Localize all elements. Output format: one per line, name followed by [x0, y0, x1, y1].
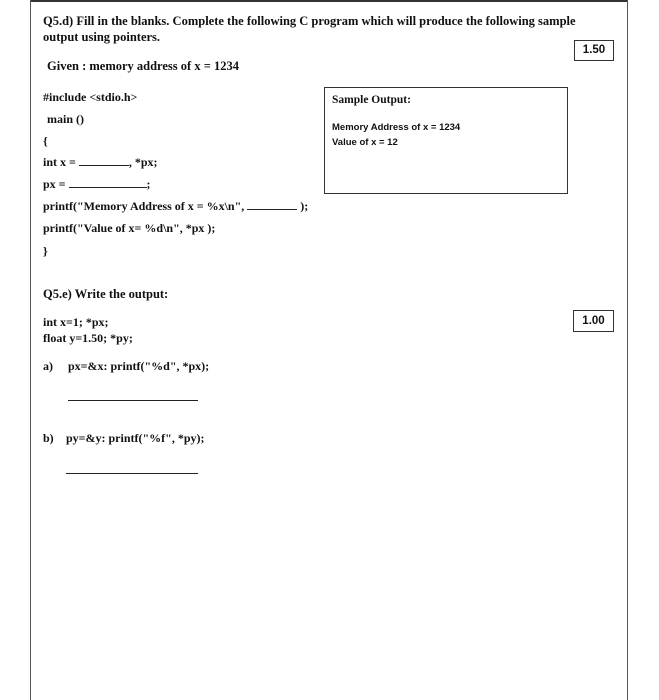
q5d-mark-box: 1.50 — [574, 40, 614, 61]
code-printf1-prefix: printf("Memory Address of x = %x\n", — [43, 199, 245, 213]
q5e-part-b-label: b) — [43, 431, 54, 445]
blank-int-value[interactable] — [79, 164, 129, 166]
code-int-suffix: , *px; — [128, 155, 158, 169]
sample-output-box — [324, 87, 568, 194]
code-int-line — [43, 155, 158, 170]
q5e-part-b-answer-line[interactable] — [66, 473, 198, 474]
blank-printf-arg[interactable] — [247, 208, 297, 210]
code-printf2: printf("Value of x= %d\n", *px ); — [43, 221, 216, 235]
q5e-decl2: float y=1.50; *py; — [43, 331, 133, 345]
blank-px-assign[interactable] — [69, 186, 147, 188]
q5e-part-b-code: py=&y: printf("%f", *py); — [66, 431, 205, 445]
sample-output-line2: Value of x = 12 — [332, 137, 398, 148]
code-printf1-suffix: ); — [297, 199, 309, 213]
q5e-part-a-label: a) — [43, 359, 53, 373]
q5d-title-line2: output using pointers. — [43, 30, 161, 44]
q5e-decl1: int x=1; *px; — [43, 315, 109, 329]
q5d-title-line1: Q5.d) Fill in the blanks. Complete the following C program which will produce the following sample — [43, 14, 576, 28]
q5e-part-a-answer-line[interactable] — [68, 400, 198, 401]
sample-output-title: Sample Output: — [332, 94, 411, 106]
code-include: #include <stdio.h> — [43, 90, 138, 104]
sample-output-line1: Memory Address of x = 1234 — [332, 122, 461, 133]
q5d-given: Given : memory address of x = 1234 — [47, 59, 239, 73]
code-printf1-line — [43, 199, 308, 214]
code-int-prefix: int x = — [43, 155, 79, 169]
code-px-line — [43, 177, 151, 192]
q5e-part-a-code: px=&x: printf("%d", *px); — [68, 359, 210, 373]
code-close-brace: } — [43, 244, 48, 258]
code-main: main () — [47, 112, 84, 126]
code-open-brace: { — [43, 134, 48, 148]
q5e-mark-box: 1.00 — [573, 310, 614, 332]
code-px-suffix: ; — [146, 177, 151, 191]
q5e-title: Q5.e) Write the output: — [43, 287, 169, 301]
code-px-prefix: px = — [43, 177, 69, 191]
